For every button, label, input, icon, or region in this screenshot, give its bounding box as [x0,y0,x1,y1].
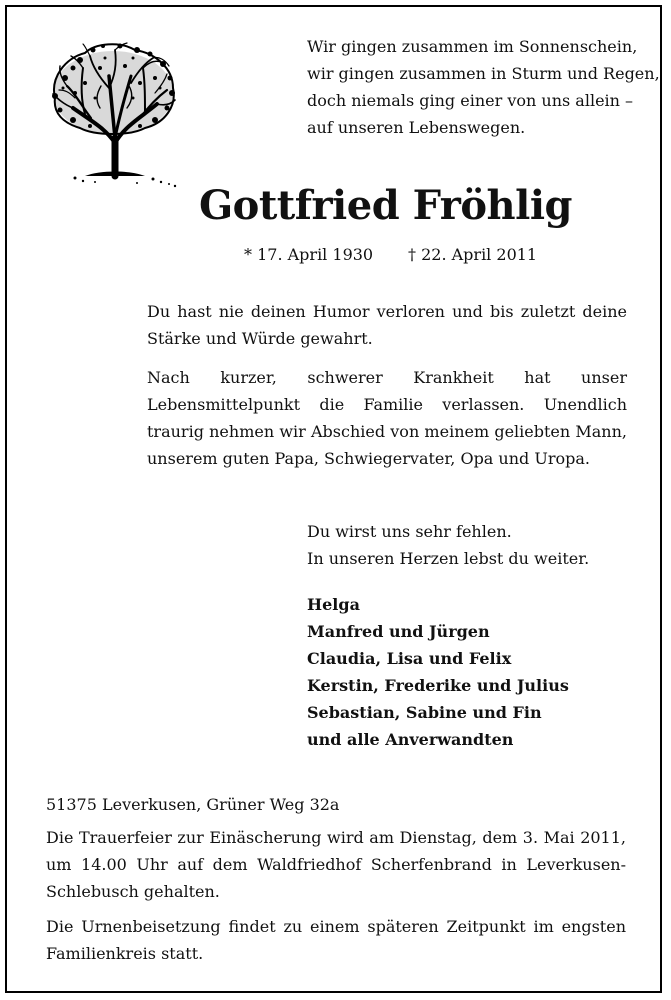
poem-line: doch niemals ging einer von uns allein – [307,91,634,110]
address: 51375 Leverkusen, Grüner Weg 32a [46,795,340,814]
farewell-line: Du wirst uns sehr fehlen. [307,522,512,541]
family-name: Manfred und Jürgen [307,622,490,641]
urn-info [46,913,626,967]
farewell [307,518,589,572]
family-name: Claudia, Lisa und Felix [307,649,512,668]
tribute-paragraph [147,298,627,352]
birth-date: * 17. April 1930 [244,245,374,264]
deceased-name-row [0,182,671,229]
family-name: Helga [307,595,360,614]
poem-line: wir gingen zusammen in Sturm und Regen, [307,64,660,83]
family-signatures [307,591,569,753]
deceased-name: Gottfried Fröhlig [198,182,572,229]
family-name: und alle Anverwandten [307,730,514,749]
poem-line: Wir gingen zusammen im Sonnenschein, [307,37,638,56]
family-name: Sebastian, Sabine und Fin [307,703,542,722]
ceremony-text: Die Trauerfeier zur Einäscherung wird am Dienstag, dem 3. Mai 2011, um 14.00 Uhr auf dem Waldfriedhof Scherfenbrand in Leverkusen-Schlebusch gehalten. [46,828,626,901]
tribute-text: Du hast nie deinen Humor verloren und bis zuletzt deine Stärke und Würde gewahrt. [147,302,627,348]
death-date: † 22. April 2011 [408,245,538,264]
poem-line: auf unseren Lebenswegen. [307,118,526,137]
ceremony-info [46,824,626,905]
announcement-text: Nach kurzer, schwerer Krankheit hat unser Lebensmittelpunkt die Familie verlassen. Unendlich traurig nehmen wir Abschied von meinem geliebten Mann, unserem guten Papa, Schwiegervater, Opa und Uropa. [147,368,627,468]
announcement-paragraph [147,364,627,472]
farewell-line: In unseren Herzen lebst du weiter. [307,549,590,568]
family-name: Kerstin, Frederike und Julius [307,676,569,695]
tree-icon [45,38,180,188]
poem [307,33,660,141]
urn-text: Die Urnenbeisetzung findet zu einem späteren Zeitpunkt im engsten Familienkreis statt. [46,917,626,963]
